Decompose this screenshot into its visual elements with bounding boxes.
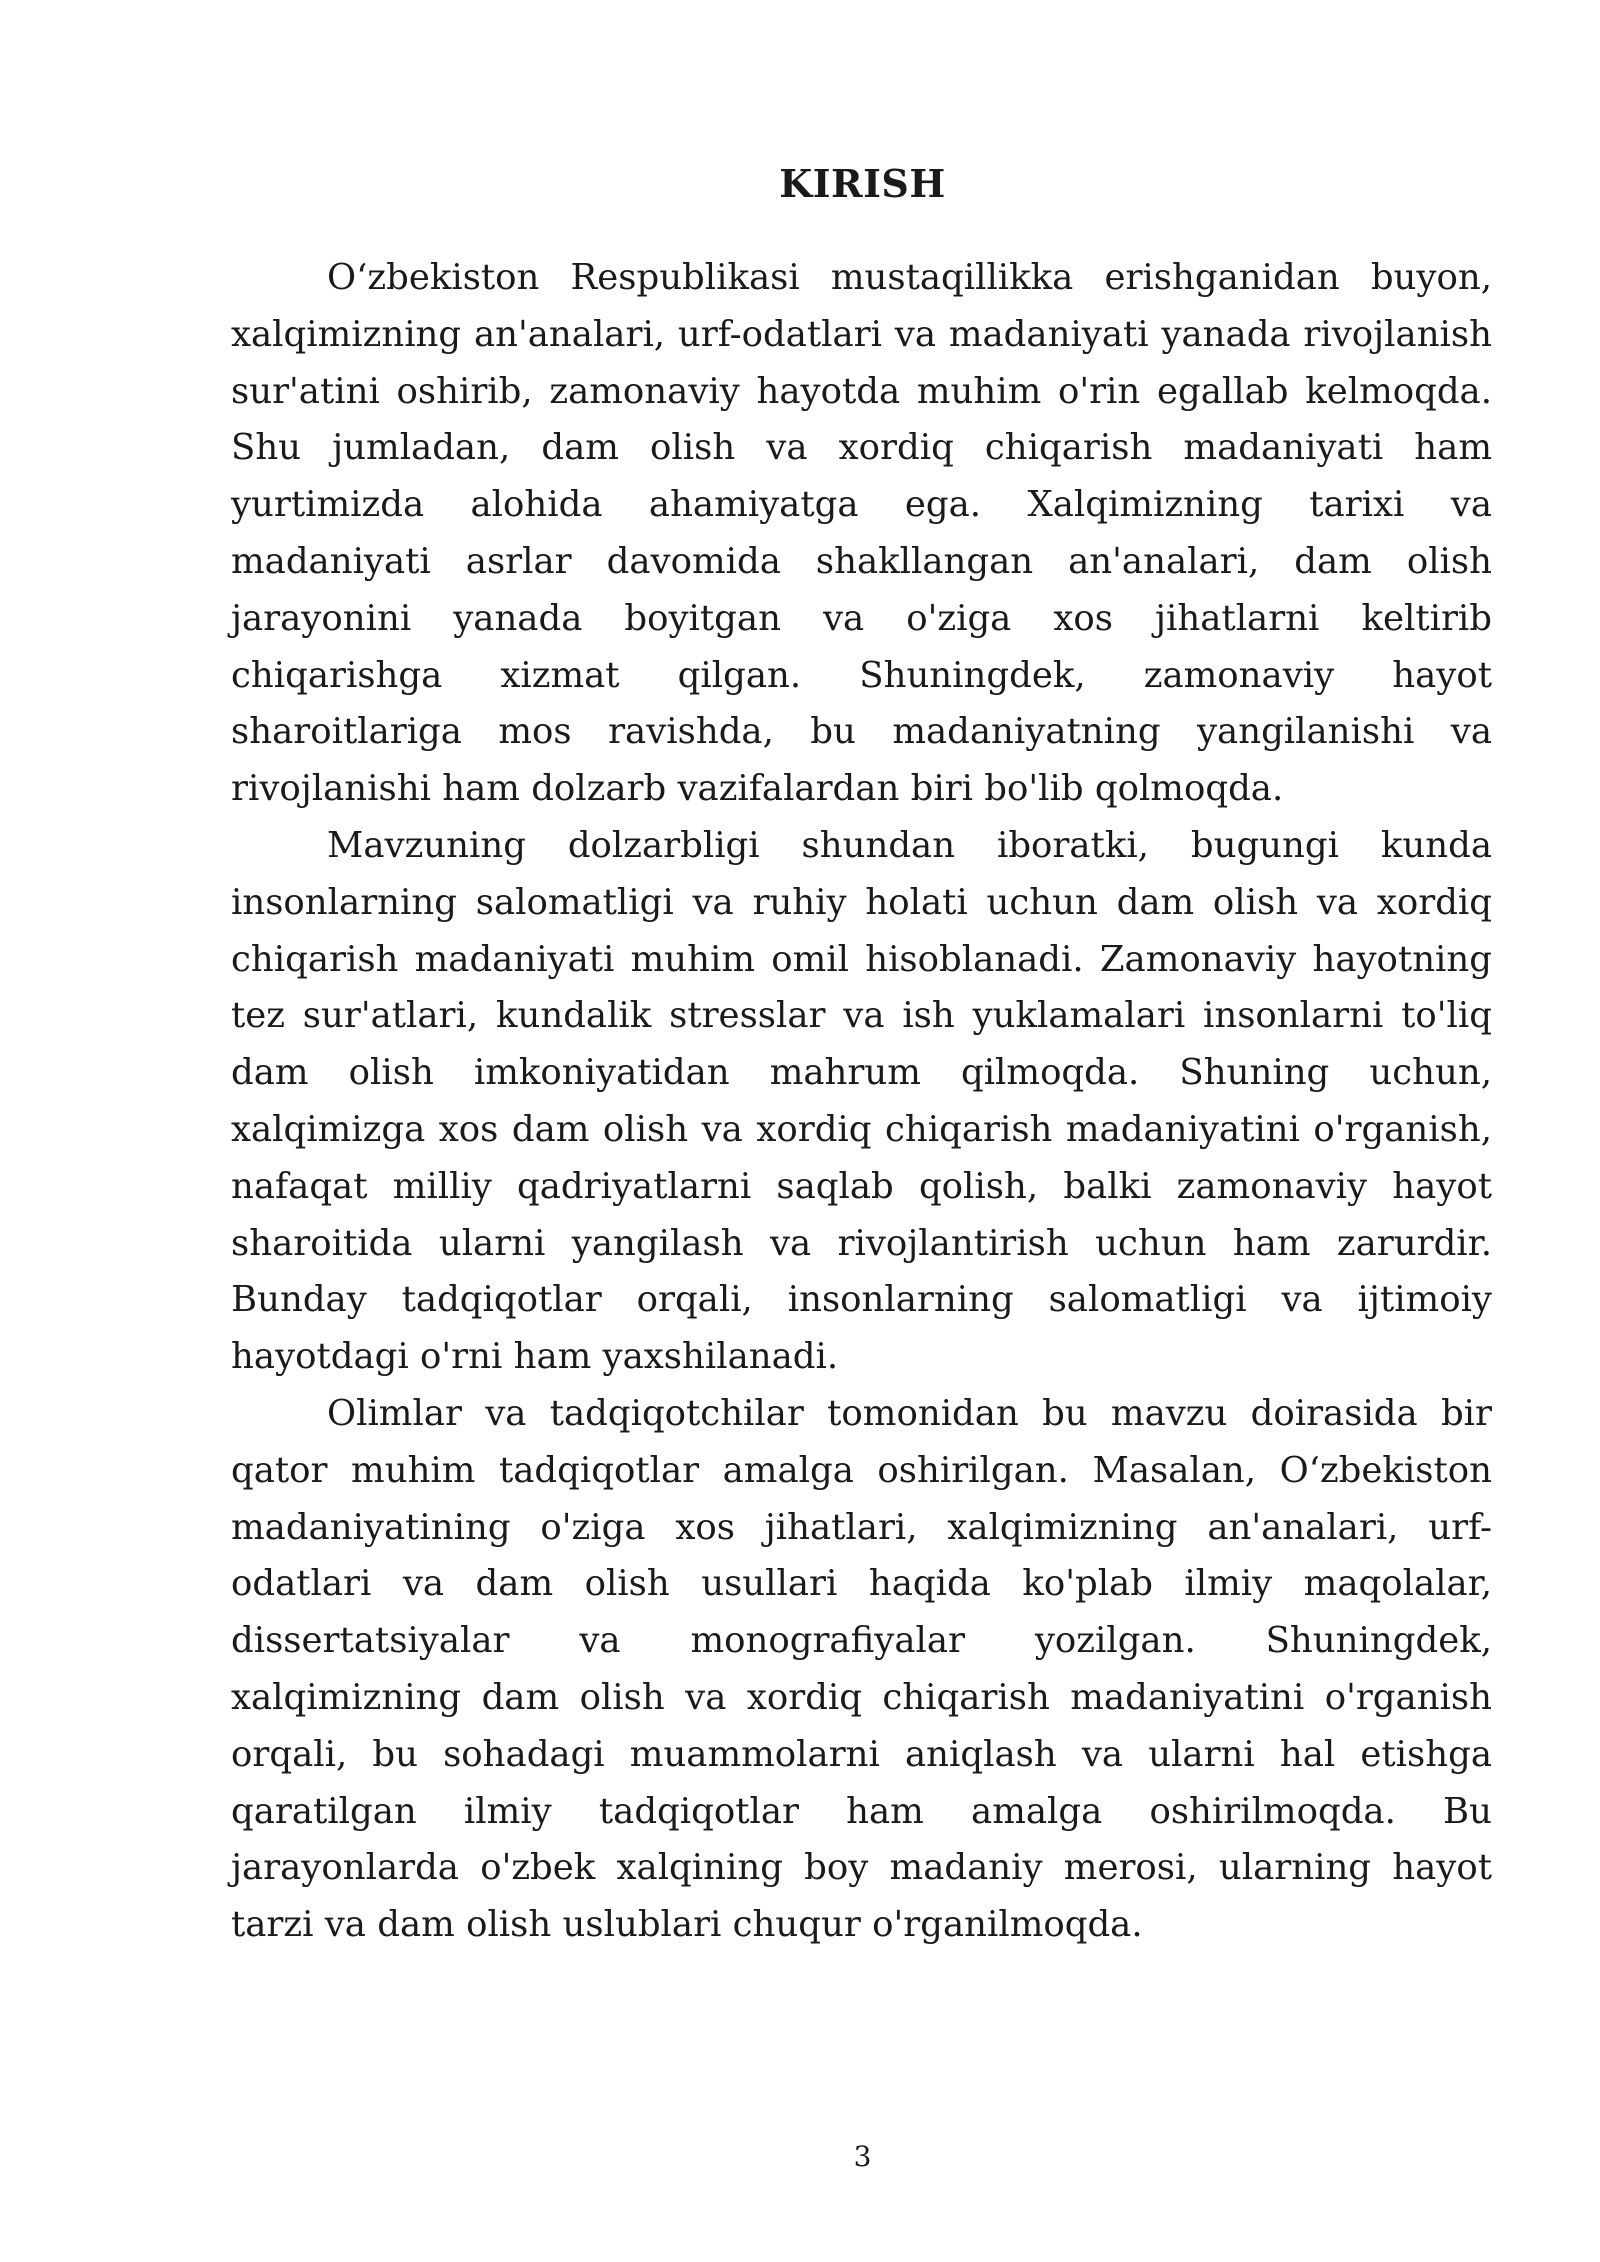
page-title: KIRISH xyxy=(779,161,946,206)
body-text xyxy=(231,250,1492,1954)
paragraph-research: Olimlar va tadqiqotchilar tomonidan bu mavzu doirasida bir qator muhim tadqiqotlar amalga oshirilgan. Masalan, O‘zbekiston madaniyatining o'ziga xos jihatlari, xalqimizning an'analari, urf-odatlari va dam olish usullari haqida ko'plab ilmiy maqolalar, dissertatsiyalar va monografiyalar yozilgan. Shuningdek, xalqimizning dam olish va xordiq chiqarish madaniyatini o'rganish orqali, bu sohadagi muammolarni aniqlash va ularni hal etishga qaratilgan ilmiy tadqiqotlar ham amalga oshirilmoqda. Bu jarayonlarda o'zbek xalqining boy madaniy merosi, ularning hayot tarzi va dam olish uslublari chuqur o'rganilmoqda. xyxy=(231,1392,1492,1946)
paragraph-introduction: O‘zbekiston Respublikasi mustaqillikka erishganidan buyon, xalqimizning an'analari, urf-odatlari va madaniyati yanada rivojlanish sur'atini oshirib, zamonaviy hayotda muhim o'rin egallab kelmoqda. Shu jumladan, dam olish va xordiq chiqarish madaniyati ham yurtimizda alohida ahamiyatga ega. Xalqimizning tarixi va madaniyati asrlar davomida shakllangan an'analari, dam olish jarayonini yanada boyitgan va o'ziga xos jihatlarni keltirib chiqarishga xizmat qilgan. Shuningdek, zamonaviy hayot sharoitlariga mos ravishda, bu madaniyatning yangilanishi va rivojlanishi ham dolzarb vazifalardan biri bo'lib qolmoqda. xyxy=(231,257,1492,810)
paragraph-relevance: Mavzuning dolzarbligi shundan iboratki, bugungi kunda insonlarning salomatligi va ruhiy holati uchun dam olish va xordiq chiqarish madaniyati muhim omil hisoblanadi. Zamonaviy hayotning tez sur'atlari, kundalik stresslar va ish yuklamalari insonlarni to'liq dam olish imkoniyatidan mahrum qilmoqda. Shuning uchun, xalqimizga xos dam olish va xordiq chiqarish madaniyatini o'rganish, nafaqat milliy qadriyatlarni saqlab qolish, balki zamonaviy hayot sharoitida ularni yangilash va rivojlantirish uchun ham zarurdir. Bunday tadqiqotlar orqali, insonlarning salomatligi va ijtimoiy hayotdagi o'rni ham yaxshilanadi. xyxy=(231,824,1492,1378)
page-number: 3 xyxy=(853,2140,872,2173)
